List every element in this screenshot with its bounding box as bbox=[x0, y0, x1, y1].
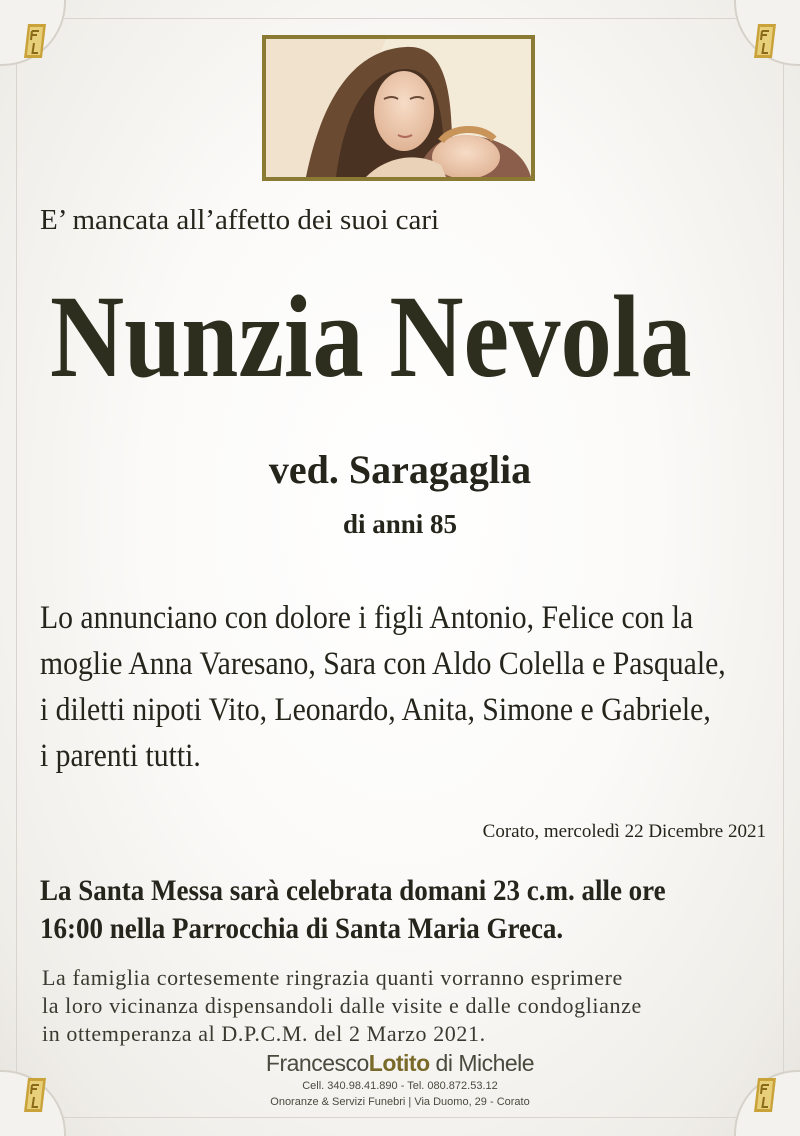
deceased-name: Nunzia Nevola bbox=[50, 271, 692, 402]
brand-suffix: di Michele bbox=[429, 1050, 535, 1076]
fl-monogram-icon bbox=[752, 22, 778, 60]
thanks-line: La famiglia cortesemente ringrazia quanti vorranno esprimere bbox=[42, 965, 623, 990]
services-line: Onoranze & Servizi Funebri | Via Duomo, 29 - Corato bbox=[270, 1096, 530, 1108]
funeral-home-footer bbox=[0, 1050, 800, 1109]
family-line: moglie Anna Varesano, Sara con Aldo Colella e Pasquale, bbox=[40, 646, 726, 682]
page-frame bbox=[16, 18, 784, 1118]
contacts-line: Cell. 340.98.41.890 - Tel. 080.872.53.12 bbox=[302, 1080, 498, 1092]
family-line: i diletti nipoti Vito, Leonardo, Anita, Simone e Gabriele, bbox=[40, 692, 711, 728]
thanks-line: in ottemperanza al D.P.C.M. del 2 Marzo 2021. bbox=[42, 1021, 486, 1046]
fl-monogram-icon bbox=[22, 22, 48, 60]
family-announcement bbox=[40, 595, 751, 779]
place-date: Corato, mercoledì 22 Dicembre 2021 bbox=[482, 821, 766, 842]
mass-line: 16:00 nella Parrocchia di Santa Maria Greca. bbox=[40, 912, 564, 945]
widow-of-line: ved. Saragaglia bbox=[268, 447, 532, 492]
mass-announcement bbox=[40, 872, 760, 948]
brand-bold: Lotito bbox=[368, 1050, 430, 1076]
thanks-note bbox=[42, 964, 800, 1048]
age-line: di anni 85 bbox=[342, 509, 458, 539]
family-line: i parenti tutti. bbox=[40, 738, 201, 774]
brand-first: Francesco bbox=[265, 1050, 369, 1076]
thanks-line: la loro vicinanza dispensandoli dalle visite e dalle condoglianze bbox=[42, 993, 642, 1018]
mass-line: La Santa Messa sarà celebrata domani 23 c.m. alle ore bbox=[40, 874, 666, 907]
announcement-line: E’ mancata all’affetto dei suoi cari bbox=[40, 204, 440, 236]
funeral-home-logo bbox=[0, 1050, 800, 1077]
madonna-and-child-image bbox=[262, 35, 535, 181]
family-line: Lo annunciano con dolore i figli Antonio, Felice con la bbox=[40, 600, 694, 636]
